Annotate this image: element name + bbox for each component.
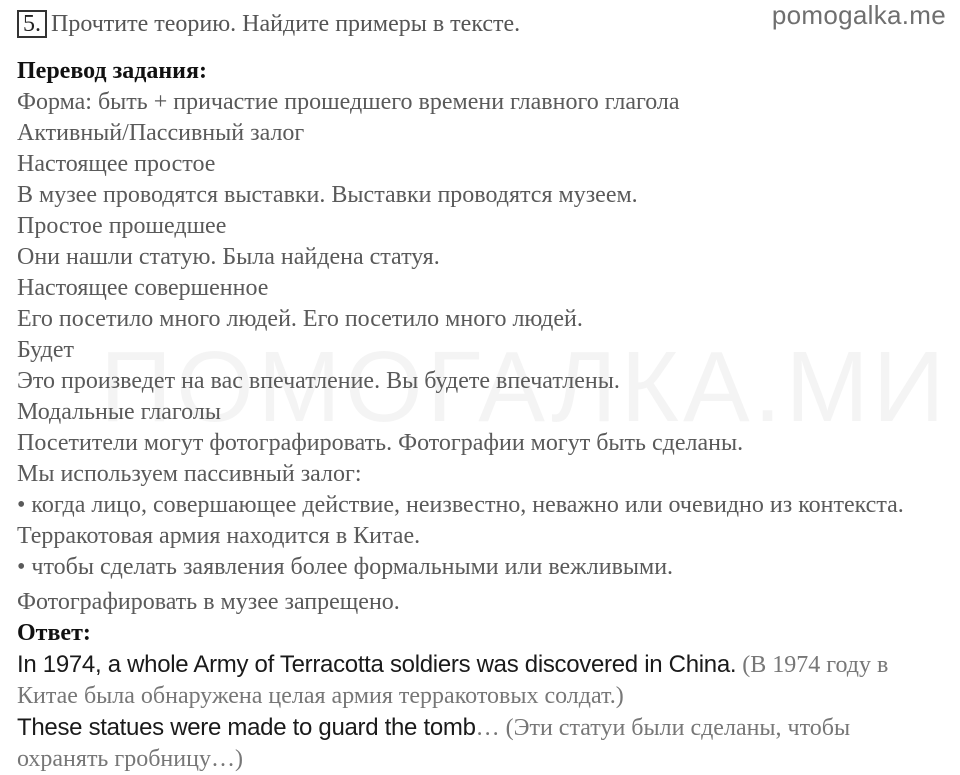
- translation-line: Настоящее простое: [17, 151, 216, 177]
- translation-line: В музее проводятся выставки. Выставки проводятся музеем.: [17, 182, 638, 208]
- site-logo: pomogalka.me: [771, 0, 946, 30]
- answer-translation: (В 1974 году в Китае была обнаружена целая армия терракотовых солдат.): [17, 652, 889, 709]
- answer-heading: Ответ:: [17, 620, 91, 646]
- translation-line: Будет: [17, 337, 75, 363]
- bullet-item: • когда лицо, совершающее действие, неизвестно, неважно или очевидно из контекста. Терракотовая армия находится в Китае.: [17, 492, 904, 549]
- translation-line: Активный/Пассивный залог: [17, 120, 305, 146]
- translation-line: Фотографировать в музее запрещено.: [17, 589, 400, 615]
- task-instruction: Прочтите теорию. Найдите примеры в тексте.: [51, 10, 521, 37]
- answer-item: [17, 649, 947, 712]
- answer-item: [17, 712, 947, 775]
- translation-line: Настоящее совершенное: [17, 275, 269, 301]
- translation-line: Это произведет на вас впечатление. Вы будете впечатлены.: [17, 368, 620, 394]
- translation-line: Его посетило много людей. Его посетило много людей.: [17, 306, 583, 332]
- bullet-item: • чтобы сделать заявления более формальными или вежливыми.: [17, 554, 674, 580]
- translation-line: Форма: быть + причастие прошедшего времени главного глагола: [17, 89, 680, 115]
- translation-line: Модальные глаголы: [17, 399, 221, 425]
- translation-line: Простое прошедшее: [17, 213, 227, 239]
- translation-heading: Перевод задания:: [17, 58, 207, 84]
- document-body: [17, 56, 947, 775]
- answer-translation: … (Эти статуи были сделаны, чтобы охранять гробницу…): [17, 715, 851, 772]
- answer-english: These statues were made to guard the tomb: [17, 714, 476, 741]
- translation-line: Посетители могут фотографировать. Фотографии могут быть сделаны.: [17, 430, 744, 456]
- answer-english: In 1974, a whole Army of Terracotta soldiers was discovered in China.: [17, 651, 737, 678]
- task-header: [17, 10, 520, 38]
- translation-line: Они нашли статую. Была найдена статуя.: [17, 244, 440, 270]
- translation-line: Мы используем пассивный залог:: [17, 461, 362, 487]
- task-number: 5.: [17, 10, 47, 38]
